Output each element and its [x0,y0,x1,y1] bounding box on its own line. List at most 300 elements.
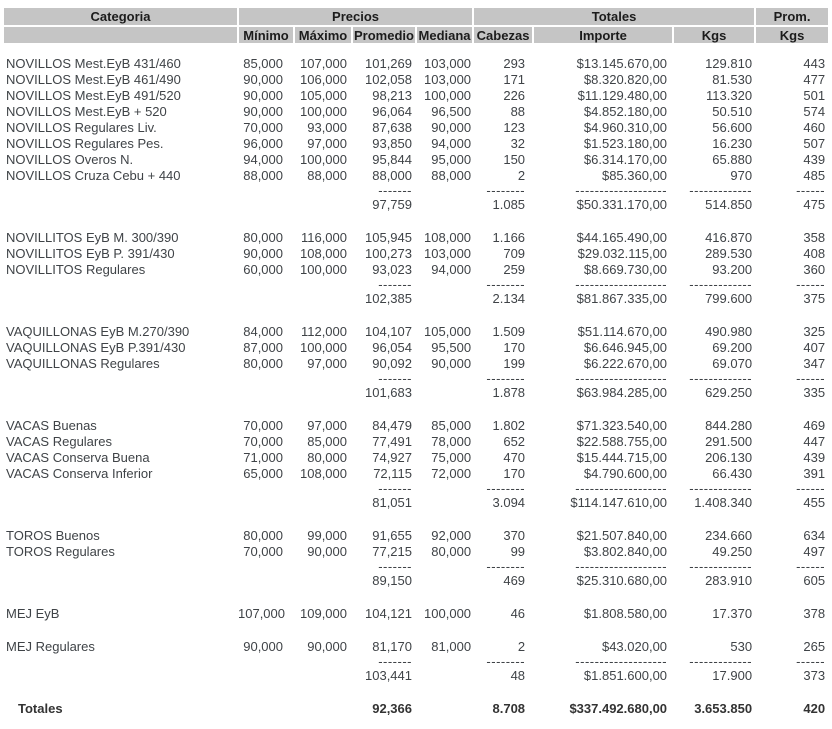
dashes-row [4,482,828,495]
value-cell-kgs: ------------- [689,655,753,668]
value-cell-importe: $8.320.820,00 [583,72,668,87]
value-cell-promkgs: 507 [803,136,826,151]
category-cell [4,184,238,197]
spacer-cell [4,511,828,528]
category-cell: NOVILLOS Mest.EyB 461/490 [6,72,181,87]
table-row [4,528,828,544]
value-cell-importe: $71.323.540,00 [576,418,668,433]
value-cell-kgs: 93.200 [712,262,753,277]
value-cell-kgs: 416.870 [705,230,753,245]
value-cell-cabezas: 2 [517,639,526,654]
value-cell-promedio: 90,092 [372,356,412,371]
value-cell-importe: $114.147.610,00 [570,495,668,510]
value-cell-mediana: 108,000 [424,230,472,245]
value-cell-promedio: 91,655 [372,528,412,543]
category-cell [4,560,238,573]
header-group-precios: Precios [238,8,473,26]
value-cell-cabezas: 123 [503,120,526,135]
value-cell-minimo [238,278,294,291]
value-cell-minimo: 90,000 [243,246,283,261]
column-header-cabezas-5: Cabezas [473,26,533,43]
value-cell-mediana: 100,000 [424,606,472,621]
value-cell-cabezas: 48 [510,668,526,683]
value-cell-promkgs: 605 [803,573,826,588]
table-row [4,230,828,246]
spacer-cell [4,684,828,701]
value-cell-promkgs: 378 [803,606,826,621]
value-cell-promkgs: ------ [796,372,826,385]
value-cell-promedio: 104,107 [365,324,412,339]
value-cell-promkgs: 420 [803,701,826,716]
value-cell-promkgs: ------ [796,278,826,291]
table-row [4,104,828,120]
value-cell-promkgs: 469 [803,418,826,433]
value-cell-promedio: 81,051 [372,495,412,510]
value-cell-minimo [238,197,294,213]
value-cell-kgs: 629.250 [705,385,753,400]
value-cell-promkgs: 360 [803,262,826,277]
value-cell-importe: $81.867.335,00 [576,291,668,306]
value-cell-maximo: 106,000 [300,72,347,87]
value-cell-promkgs: 265 [803,639,826,654]
value-cell-importe: ------------------- [575,655,668,668]
value-cell-mediana [416,560,473,573]
subtotal-row [4,495,828,511]
value-cell-maximo: 108,000 [300,466,347,481]
value-cell-importe: $22.588.755,00 [576,434,668,449]
value-cell-kgs: 50.510 [712,104,753,119]
value-cell-mediana [416,655,473,668]
value-cell-minimo: 90,000 [243,72,283,87]
value-cell-minimo [238,482,294,495]
value-cell-mediana [416,197,473,213]
value-cell-cabezas: 170 [503,466,526,481]
value-cell-kgs: ------------- [689,482,753,495]
value-cell-promkgs: 475 [803,197,826,212]
value-cell-maximo: 85,000 [307,434,347,449]
value-cell-promkgs: 460 [803,120,826,135]
value-cell-cabezas: 32 [510,136,526,151]
category-cell: Totales [18,701,63,716]
dashes-row [4,184,828,197]
value-cell-mediana: 100,000 [424,88,472,103]
value-cell-promkgs: 373 [803,668,826,683]
category-cell [4,197,238,213]
subtotal-row [4,668,828,684]
category-cell [4,482,238,495]
value-cell-promkgs: 455 [803,495,826,510]
value-cell-minimo [238,655,294,668]
value-cell-cabezas: 709 [503,246,526,261]
value-cell-importe: $1.851.600,00 [583,668,668,683]
category-cell: NOVILLITOS EyB M. 300/390 [6,230,179,245]
table-row [4,72,828,88]
value-cell-importe: $4.790.600,00 [583,466,668,481]
value-cell-cabezas: -------- [486,278,526,291]
value-cell-maximo: 97,000 [307,418,347,433]
value-cell-promedio: 96,054 [372,340,412,355]
value-cell-minimo: 90,000 [243,639,283,654]
value-cell-cabezas: -------- [486,655,526,668]
value-cell-importe: $25.310.680,00 [576,573,668,588]
value-cell-cabezas: -------- [486,184,526,197]
value-cell-importe: $6.314.170,00 [583,152,668,167]
value-cell-importe: ------------------- [575,372,668,385]
value-cell-mediana [416,372,473,385]
value-cell-mediana: 103,000 [424,56,472,71]
value-cell-cabezas: 171 [503,72,526,87]
value-cell-promedio: 102,058 [365,72,412,87]
value-cell-maximo: 100,000 [300,104,347,119]
value-cell-importe: $4.960.310,00 [583,120,668,135]
value-cell-maximo: 100,000 [300,262,347,277]
value-cell-importe: $13.145.670,00 [576,56,668,71]
header-column-row [4,26,828,43]
dashes-row [4,372,828,385]
column-header-kgs-7: Kgs [673,26,755,43]
subtotal-row [4,197,828,213]
value-cell-mediana: 88,000 [431,168,472,183]
value-cell-promkgs: 347 [803,356,826,371]
value-cell-cabezas: 3.094 [492,495,526,510]
value-cell-promkgs: 634 [803,528,826,543]
value-cell-promedio: 88,000 [372,168,412,183]
value-cell-importe: ------------------- [575,560,668,573]
value-cell-promedio: 93,023 [372,262,412,277]
value-cell-promedio: 74,927 [372,450,412,465]
value-cell-cabezas: 226 [503,88,526,103]
value-cell-minimo: 65,000 [243,466,283,481]
spacer-row [4,684,828,701]
column-header-kgs-8: Kgs [755,26,828,43]
value-cell-promedio: 103,441 [365,668,412,683]
category-cell: NOVILLITOS EyB P. 391/430 [6,246,175,261]
value-cell-maximo: 90,000 [307,544,347,559]
value-cell-mediana: 78,000 [431,434,472,449]
value-cell-maximo [294,291,352,307]
value-cell-maximo [294,560,352,573]
value-cell-promedio: 77,215 [372,544,412,559]
value-cell-minimo: 70,000 [243,418,283,433]
value-cell-kgs: 65.880 [712,152,753,167]
value-cell-cabezas: 1.166 [492,230,526,245]
value-cell-maximo: 107,000 [300,56,347,71]
value-cell-minimo [238,573,294,589]
table-row [4,152,828,168]
value-cell-cabezas: 370 [503,528,526,543]
table-row [4,324,828,340]
subtotal-row [4,573,828,589]
value-cell-cabezas: 469 [503,573,526,588]
value-cell-promedio: 102,385 [365,291,412,306]
table-body [4,43,828,717]
value-cell-cabezas: 1.878 [492,385,526,400]
value-cell-promkgs: 477 [803,72,826,87]
value-cell-maximo: 97,000 [307,356,347,371]
value-cell-minimo: 90,000 [243,88,283,103]
value-cell-promedio: 84,479 [372,418,412,433]
value-cell-promedio: ------- [378,184,412,197]
value-cell-mediana [416,291,473,307]
value-cell-promkgs: 391 [803,466,826,481]
value-cell-promedio: 77,491 [372,434,412,449]
value-cell-mediana: 94,000 [431,136,472,151]
value-cell-mediana [416,184,473,197]
value-cell-maximo: 100,000 [300,340,347,355]
value-cell-importe: $51.114.670,00 [577,324,668,339]
category-cell [4,372,238,385]
value-cell-minimo: 84,000 [243,324,283,339]
value-cell-importe: $43.020,00 [601,639,668,654]
category-cell [4,278,238,291]
value-cell-mediana [416,495,473,511]
value-cell-cabezas: 652 [503,434,526,449]
value-cell-importe: $15.444.715,00 [576,450,668,465]
value-cell-importe: $21.507.840,00 [576,528,668,543]
category-cell [4,385,238,401]
value-cell-mediana: 90,000 [431,120,472,135]
category-cell: TOROS Buenos [6,528,100,543]
value-cell-promedio: 92,366 [372,701,412,716]
category-cell: VAQUILLONAS Regulares [6,356,160,371]
header-group-row [4,8,828,26]
category-cell [4,495,238,511]
value-cell-promkgs: 447 [803,434,826,449]
value-cell-cabezas: 8.708 [492,701,526,716]
value-cell-mediana: 95,500 [431,340,472,355]
value-cell-importe: $6.646.945,00 [583,340,668,355]
value-cell-kgs: 129.810 [705,56,753,71]
value-cell-maximo: 109,000 [300,606,347,621]
value-cell-kgs: 66.430 [712,466,753,481]
category-cell: VACAS Conserva Buena [6,450,150,465]
value-cell-importe: $4.852.180,00 [583,104,668,119]
value-cell-mediana: 90,000 [431,356,472,371]
table-header [4,8,828,43]
value-cell-promedio: 100,273 [365,246,412,261]
category-cell: NOVILLITOS Regulares [6,262,146,277]
value-cell-kgs: 113.320 [706,88,753,103]
value-cell-maximo: 100,000 [300,152,347,167]
table-row [4,246,828,262]
value-cell-maximo: 97,000 [307,136,347,151]
value-cell-promedio: 87,638 [372,120,412,135]
value-cell-maximo [294,655,352,668]
value-cell-cabezas: -------- [486,560,526,573]
value-cell-mediana: 75,000 [431,450,472,465]
value-cell-minimo [238,184,294,197]
category-cell: TOROS Regulares [6,544,115,559]
value-cell-kgs: ------------- [689,372,753,385]
value-cell-kgs: 49.250 [712,544,753,559]
value-cell-kgs: 1.408.340 [694,495,753,510]
value-cell-minimo [238,372,294,385]
value-cell-promedio: ------- [378,560,412,573]
table-row [4,168,828,184]
value-cell-cabezas: 470 [503,450,526,465]
spacer-row [4,43,828,56]
value-cell-kgs: 17.900 [712,668,753,683]
value-cell-mediana: 94,000 [431,262,472,277]
value-cell-minimo: 80,000 [243,356,283,371]
value-cell-minimo [238,560,294,573]
spacer-row [4,307,828,324]
category-cell: VACAS Conserva Inferior [6,466,153,481]
value-cell-importe: $85.360,00 [601,168,668,183]
column-header-m-ximo-2: Máximo [294,26,352,43]
value-cell-promkgs: 408 [803,246,826,261]
value-cell-cabezas: 46 [510,606,526,621]
value-cell-maximo: 88,000 [307,168,347,183]
value-cell-importe: $63.984.285,00 [576,385,668,400]
category-cell: VAQUILLONAS EyB M.270/390 [6,324,190,339]
table-row [4,340,828,356]
value-cell-maximo [294,197,352,213]
category-cell: NOVILLOS Cruza Cebu + 440 [6,168,181,183]
table-row [4,639,828,655]
value-cell-mediana: 103,000 [424,72,472,87]
value-cell-mediana: 103,000 [424,246,472,261]
value-cell-importe: $337.492.680,00 [569,701,668,716]
spacer-row [4,401,828,418]
value-cell-cabezas: 199 [503,356,526,371]
value-cell-promkgs: ------ [796,482,826,495]
value-cell-cabezas: -------- [486,372,526,385]
spacer-row [4,589,828,606]
value-cell-maximo: 90,000 [307,639,347,654]
value-cell-kgs: 844.280 [705,418,753,433]
value-cell-importe: ------------------- [575,482,668,495]
value-cell-importe: $6.222.670,00 [583,356,668,371]
value-cell-maximo [294,701,352,717]
value-cell-maximo: 93,000 [307,120,347,135]
value-cell-minimo: 88,000 [243,168,283,183]
value-cell-kgs: 234.660 [705,528,753,543]
table-row [4,356,828,372]
table-row [4,450,828,466]
value-cell-kgs: ------------- [689,184,753,197]
dashes-row [4,560,828,573]
category-cell: NOVILLOS Mest.EyB 431/460 [6,56,181,71]
header-group-categoria: Categoria [4,8,238,26]
value-cell-kgs: 69.200 [712,340,753,355]
value-cell-promkgs: 407 [803,340,826,355]
table-row [4,606,828,622]
value-cell-importe: $1.808.580,00 [583,606,668,621]
value-cell-promedio: ------- [378,655,412,668]
value-cell-kgs: ------------- [689,560,753,573]
value-cell-promkgs: 325 [803,324,826,339]
value-cell-maximo: 116,000 [300,230,347,245]
value-cell-maximo [294,668,352,684]
value-cell-promedio: 93,850 [372,136,412,151]
value-cell-importe: $8.669.730,00 [583,262,668,277]
value-cell-importe: $11.129.480,00 [577,88,668,103]
value-cell-cabezas: 2.134 [492,291,526,306]
value-cell-minimo: 107,000 [238,606,285,621]
column-header-promedio-3: Promedio [352,26,416,43]
value-cell-kgs: 3.653.850 [694,701,753,716]
spacer-row [4,511,828,528]
value-cell-cabezas: 293 [503,56,526,71]
value-cell-promedio: 81,170 [372,639,412,654]
value-cell-mediana: 81,000 [431,639,472,654]
value-cell-maximo: 112,000 [300,324,347,339]
value-cell-promkgs: 358 [803,230,826,245]
value-cell-promkgs: ------ [796,655,826,668]
value-cell-minimo [238,495,294,511]
value-cell-promkgs: 335 [803,385,826,400]
value-cell-promedio: 89,150 [372,573,412,588]
value-cell-minimo: 70,000 [243,120,283,135]
value-cell-minimo: 90,000 [243,104,283,119]
column-header-importe-6: Importe [533,26,673,43]
value-cell-promkgs: ------ [796,560,826,573]
value-cell-minimo [238,385,294,401]
table-row [4,418,828,434]
value-cell-kgs: 799.600 [705,291,753,306]
value-cell-mediana [416,278,473,291]
value-cell-promkgs: ------ [796,184,826,197]
subtotal-row [4,291,828,307]
value-cell-promedio: 101,683 [365,385,412,400]
value-cell-minimo: 70,000 [243,544,283,559]
value-cell-mediana: 92,000 [431,528,472,543]
value-cell-kgs: 56.600 [712,120,753,135]
spacer-row [4,622,828,639]
value-cell-cabezas: 2 [517,168,526,183]
value-cell-promkgs: 443 [803,56,826,71]
table-row [4,136,828,152]
price-table [4,8,828,717]
value-cell-mediana [416,385,473,401]
value-cell-maximo [294,495,352,511]
category-cell: VACAS Regulares [6,434,112,449]
value-cell-mediana: 80,000 [431,544,472,559]
column-header-blank [4,26,238,43]
value-cell-promedio: 72,115 [373,466,412,481]
value-cell-kgs: 69.070 [712,356,753,371]
category-cell: NOVILLOS Mest.EyB + 520 [6,104,167,119]
value-cell-mediana [416,482,473,495]
value-cell-maximo [294,278,352,291]
header-group-prom: Prom. [755,8,828,26]
value-cell-kgs: 283.910 [705,573,753,588]
category-cell [4,655,238,668]
spacer-cell [4,589,828,606]
value-cell-minimo: 94,000 [243,152,283,167]
value-cell-promedio: 104,121 [365,606,412,621]
category-cell [4,573,238,589]
value-cell-maximo: 108,000 [300,246,347,261]
value-cell-mediana: 95,000 [431,152,472,167]
spacer-cell [4,307,828,324]
value-cell-promkgs: 501 [803,88,826,103]
value-cell-promedio: 101,269 [365,56,412,71]
value-cell-promedio: 98,213 [372,88,412,103]
table-row [4,88,828,104]
value-cell-kgs: 289.530 [705,246,753,261]
value-cell-minimo: 96,000 [243,136,283,151]
column-header-m-nimo-1: Mínimo [238,26,294,43]
category-cell: VAQUILLONAS EyB P.391/430 [6,340,186,355]
value-cell-minimo [238,291,294,307]
value-cell-maximo: 99,000 [307,528,347,543]
value-cell-minimo: 80,000 [243,528,283,543]
spacer-cell [4,43,828,56]
value-cell-mediana: 96,500 [431,104,472,119]
value-cell-minimo: 87,000 [243,340,283,355]
